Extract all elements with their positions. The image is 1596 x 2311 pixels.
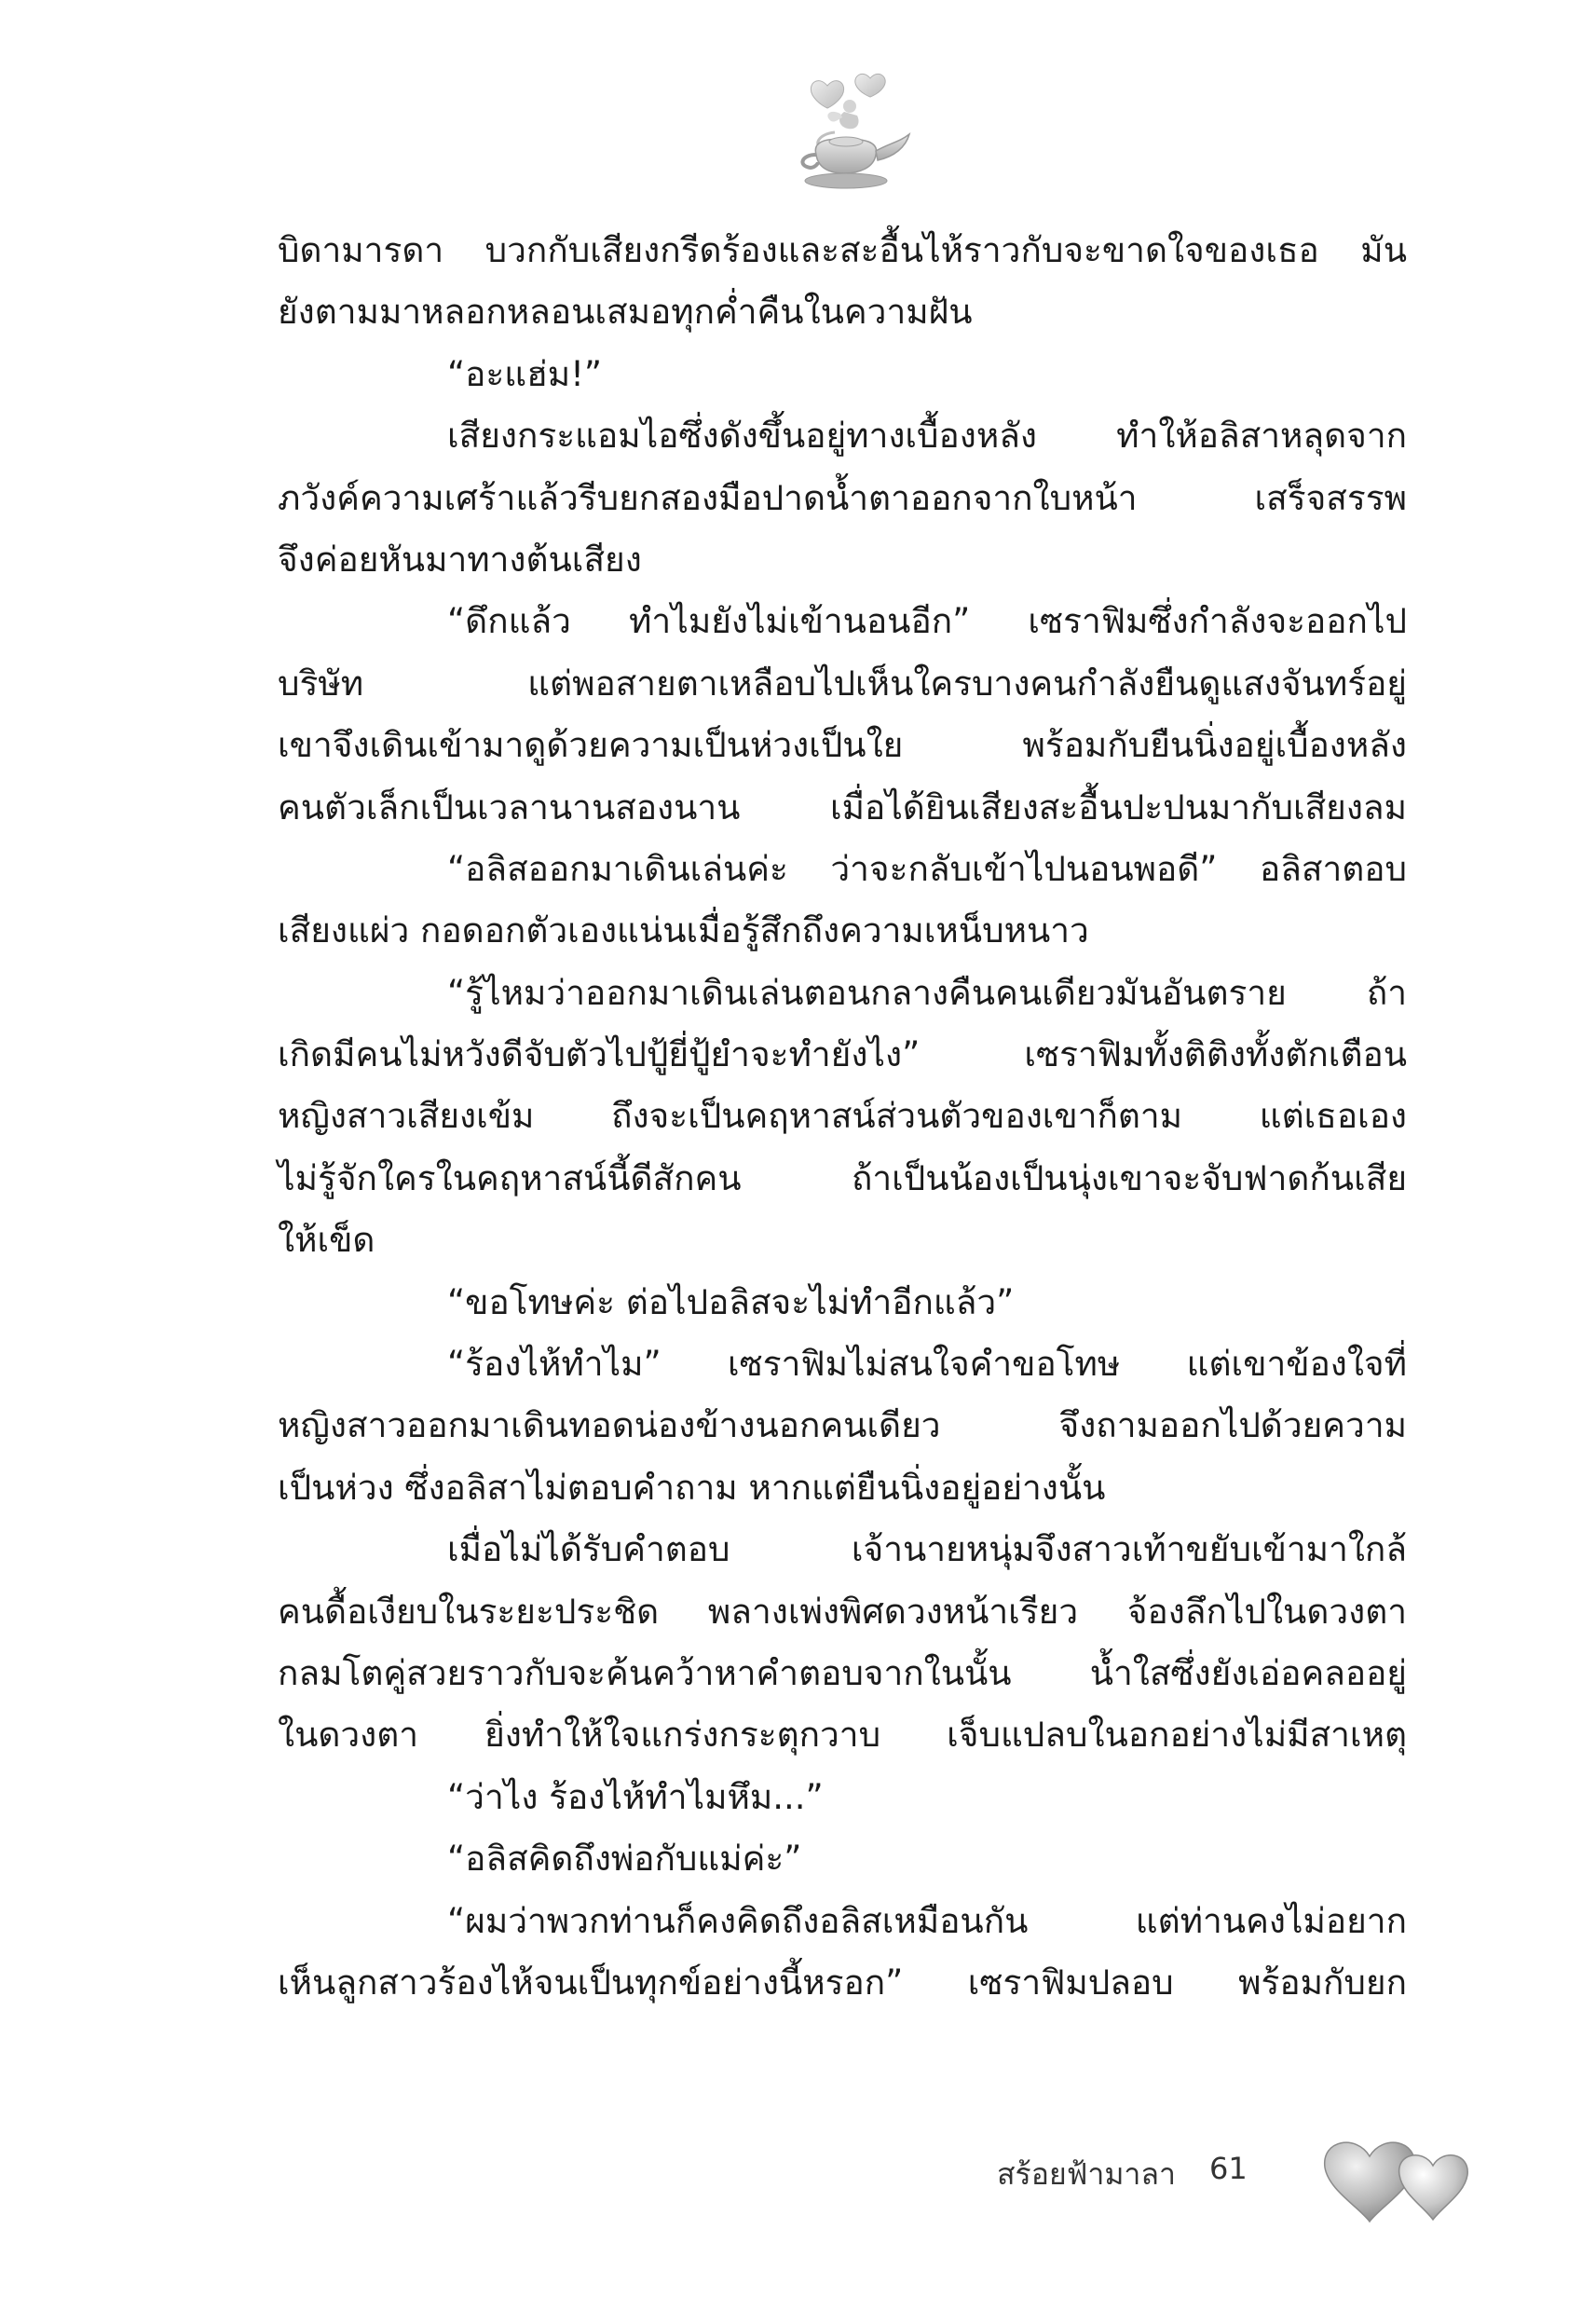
text-line: เมื่อไม่ได้รับคำตอบ เจ้านายหนุ่มจึงสาวเท้าขยับเข้ามาใกล้	[447, 1529, 1407, 1570]
page-number: 61	[1209, 2151, 1248, 2186]
dialogue-line: “อลิสคิดถึงพ่อกับแม่ค่ะ”	[447, 1839, 802, 1880]
page-footer	[969, 2125, 1491, 2236]
text-line: เขาจึงเดินเข้ามาดูด้วยความเป็นห่วงเป็นใย พร้อมกับยืนนิ่งอยู่เบื้องหลัง	[278, 725, 1407, 766]
text-line: เห็นลูกสาวร้องไห้จนเป็นทุกข์อย่างนี้หรอก” เซราฟิมปลอบ พร้อมกับยก	[278, 1962, 1407, 2003]
text-line: ไม่รู้จักใครในคฤหาสน์นี้ดีสักคน ถ้าเป็นน้องเป็นนุ่งเขาจะจับฟาดก้นเสีย	[278, 1157, 1407, 1198]
dialogue-line: “อะแฮ่ม!”	[447, 353, 603, 394]
text-line: ยังตามมาหลอกหลอนเสมอทุกค่ำคืนในความฝัน	[278, 292, 973, 333]
book-title: สร้อยฟ้ามาลา	[997, 2156, 1176, 2192]
text-line: เกิดมีคนไม่หวังดีจับตัวไปปู้ยี่ปู้ยำจะทำยังไง” เซราฟิมทั้งติติงทั้งตักเตือน	[278, 1034, 1407, 1075]
dialogue-line: “ว่าไง ร้องไห้ทำไมหึม...”	[447, 1776, 824, 1817]
text-line: หญิงสาวออกมาเดินทอดน่องข้างนอกคนเดียว จึงถามออกไปด้วยความ	[278, 1405, 1407, 1446]
text-line: บริษัท แต่พอสายตาเหลือบไปเห็นใครบางคนกำลังยืนดูแสงจันทร์อยู่	[278, 663, 1407, 704]
text-line: บิดามารดา บวกกับเสียงกรีดร้องและสะอื้นไห้ราวกับจะขาดใจของเธอ มัน	[278, 230, 1407, 270]
dialogue-line: “ผมว่าพวกท่านก็คงคิดถึงอลิสเหมือนกัน แต่ท่านคงไม่อยาก	[447, 1900, 1407, 1941]
text-line: เป็นห่วง ซึ่งอลิสาไม่ตอบคำถาม หากแต่ยืนนิ่งอยู่อย่างนั้น	[278, 1467, 1106, 1508]
text-line: เสียงกระแอมไอซึ่งดังขึ้นอยู่ทางเบื้องหลัง ทำให้อลิสาหลุดจาก	[447, 416, 1407, 457]
text-line: ในดวงตา ยิ่งทำให้ใจแกร่งกระตุกวาบ เจ็บแปลบในอกอย่างไม่มีสาเหตุ	[278, 1715, 1407, 1756]
dialogue-line: “ร้องไห้ทำไม” เซราฟิมไม่สนใจคำขอโทษ แต่เขาข้องใจที่	[447, 1344, 1407, 1385]
two-hearts-icon	[1314, 2125, 1491, 2236]
text-line: คนดื้อเงียบในระยะประชิด พลางเพ่งพิศดวงหน้าเรียว จ้องลึกไปในดวงตา	[278, 1591, 1407, 1632]
text-line: หญิงสาวเสียงเข้ม ถึงจะเป็นคฤหาสน์ส่วนตัวของเขาก็ตาม แต่เธอเอง	[278, 1096, 1407, 1137]
dialogue-line: “อลิสออกมาเดินเล่นค่ะ ว่าจะกลับเข้าไปนอนพอดี” อลิสาตอบ	[447, 848, 1407, 889]
text-line: ให้เข็ด	[278, 1220, 375, 1261]
cupid-teapot-ornament-icon	[770, 58, 919, 198]
dialogue-line: “ขอโทษค่ะ ต่อไปอลิสจะไม่ทำอีกแล้ว”	[447, 1281, 1015, 1322]
text-line: เสียงแผ่ว กอดอกตัวเองแน่นเมื่อรู้สึกถึงความเหน็บหนาว	[278, 910, 1089, 951]
text-line: ภวังค์ความเศร้าแล้วรีบยกสองมือปาดน้ำตาออกจากใบหน้า เสร็จสรรพ	[278, 477, 1407, 518]
text-line: คนตัวเล็กเป็นเวลานานสองนาน เมื่อได้ยินเสียงสะอื้นปะปนมากับเสียงลม	[278, 786, 1407, 827]
text-line: จึงค่อยหันมาทางต้นเสียง	[278, 539, 642, 580]
text-line: กลมโตคู่สวยราวกับจะค้นคว้าหาคำตอบจากในนั้น น้ำใสซึ่งยังเอ่อคลออยู่	[278, 1652, 1407, 1693]
chapter-text	[278, 220, 1407, 2014]
dialogue-line: “รู้ไหมว่าออกมาเดินเล่นตอนกลางคืนคนเดียวมันอันตราย ถ้า	[447, 972, 1407, 1013]
dialogue-line: “ดึกแล้ว ทำไมยังไม่เข้านอนอีก” เซราฟิมซึ่งกำลังจะออกไป	[447, 601, 1407, 642]
